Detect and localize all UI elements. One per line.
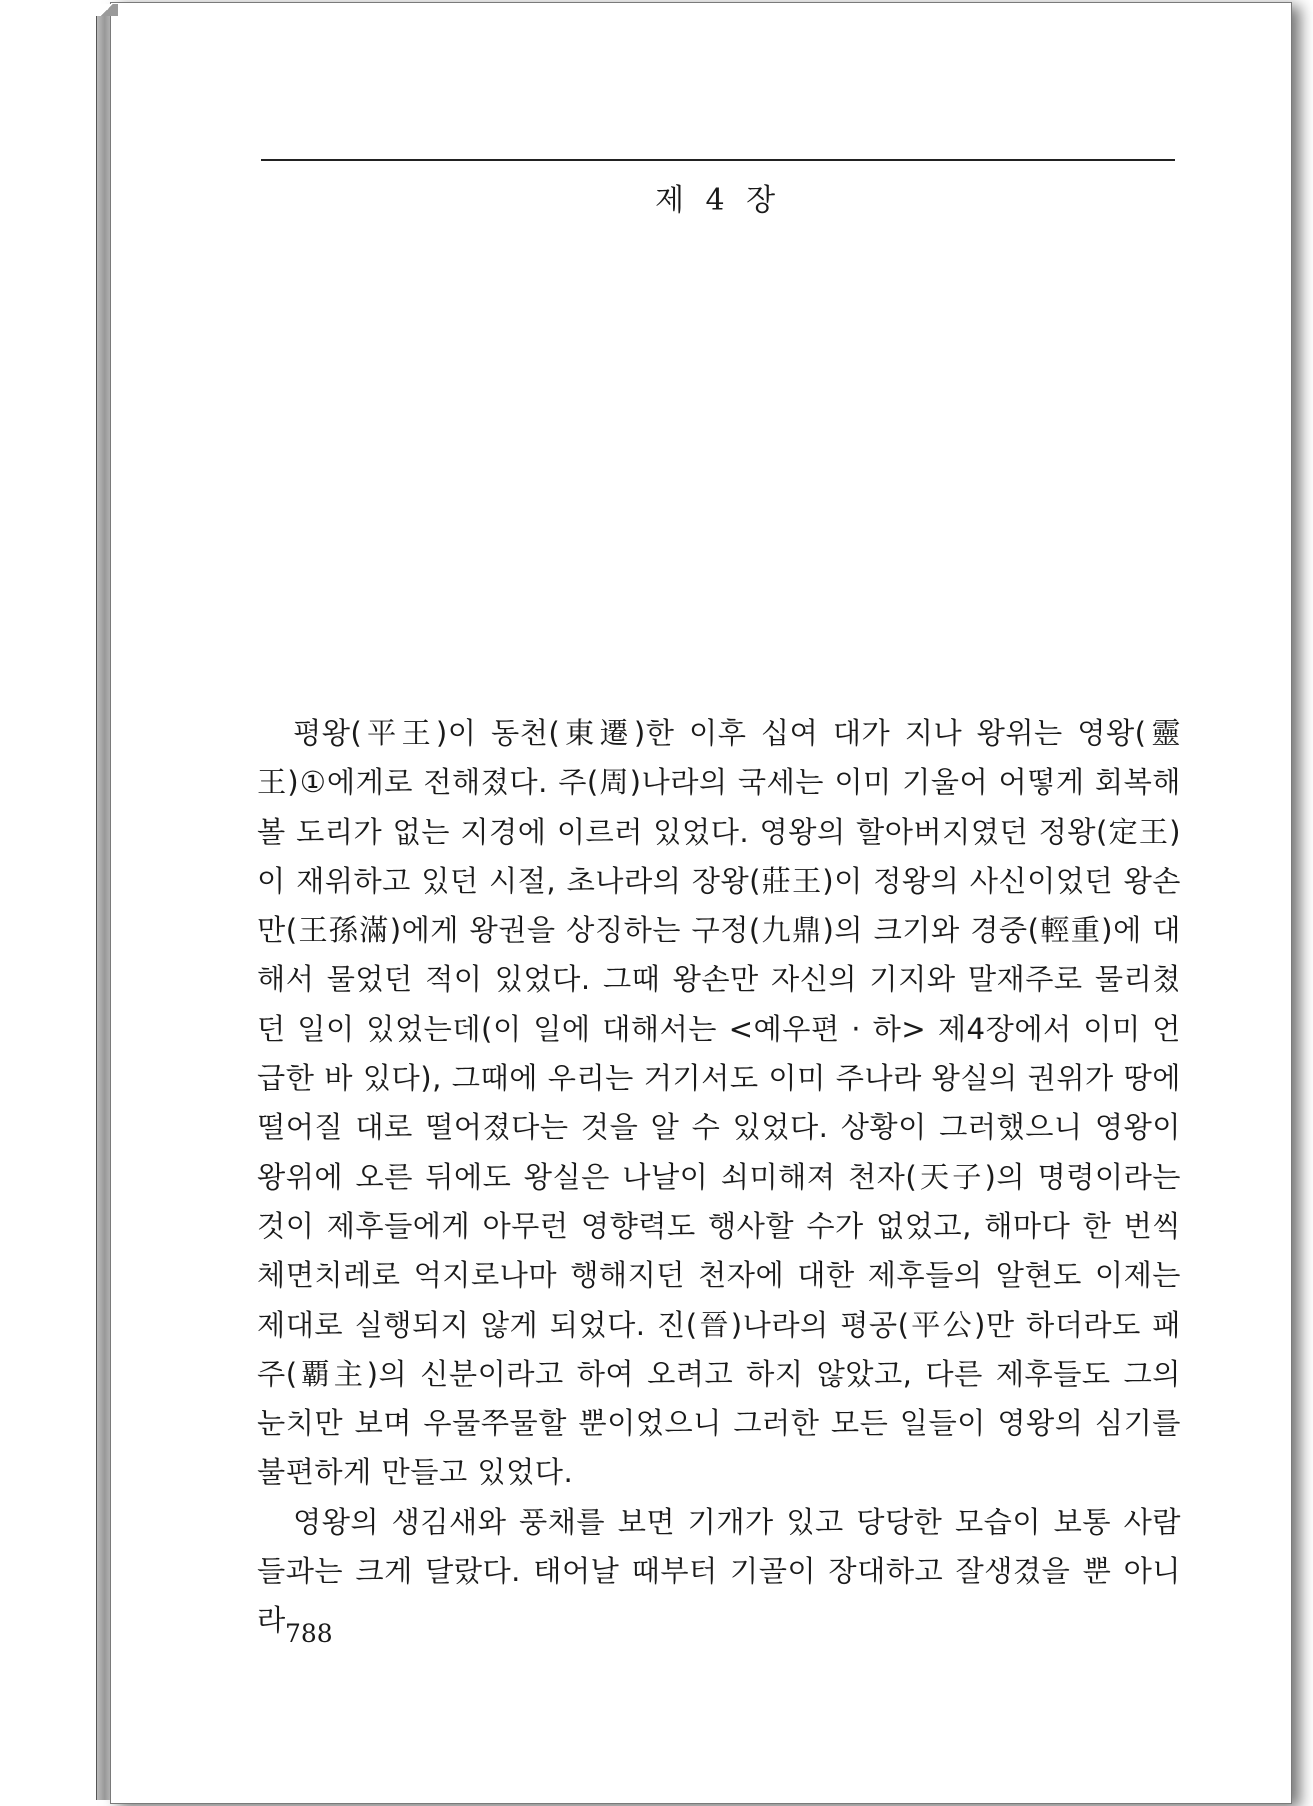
- header-rule: [261, 159, 1175, 161]
- page-number: 788: [285, 1619, 333, 1648]
- body-text: [257, 709, 1181, 1646]
- paragraph-2: 영왕의 생김새와 풍채를 보면 기개가 있고 당당한 모습이 보통 사람들과는 크게 달랐다. 태어날 때부터 기골이 장대하고 잘생겼을 뿐 아니라: [257, 1504, 1181, 1638]
- paragraph-1: 평왕(平王)이 동천(東遷)한 이후 십여 대가 지나 왕위는 영왕(靈王)①에게로 전해졌다. 주(周)나라의 국세는 이미 기울어 어떻게 회복해 볼 도리가 없는 지경에 이르러 있었다. 영왕의 할아버지였던 정왕(定王)이 재위하고 있던 시절, 초나라의 장왕(莊王)이 정왕의 사신이었던 왕손만(王孫滿)에게 왕권을 상징하는 구정(九鼎)의 크기와 경중(輕重)에 대해서 물었던 적이 있었다. 그때 왕손만 자신의 기지와 말재주로 물리쳤던 일이 있었는데(이 일에 대해서는 <예우편 · 하> 제4장에서 이미 언급한 바 있다), 그때에 우리는 거기서도 이미 주나라 왕실의 권위가 땅에 떨어질 대로 떨어졌다는 것을 알 수 있었다. 상황이 그러했으니 영왕이 왕위에 오른 뒤에도 왕실은 나날이 쇠미해져 천자(天子)의 명령이라는 것이 제후들에게 아무런 영향력도 행사할 수가 없었고, 해마다 한 번씩 체면치레로 억지로나마 행해지던 천자에 대한 제후들의 알현도 이제는 제대로 실행되지 않게 되었다. 진(晉)나라의 평공(平公)만 하더라도 패주(覇主)의 신분이라고 하여 오려고 하지 않았고, 다른 제후들도 그의 눈치만 보며 우물쭈물할 뿐이었으니 그러한 모든 일들이 영왕의 심기를 불편하게 만들고 있었다.: [257, 716, 1181, 1490]
- book-page: [110, 2, 1292, 1804]
- corner-fold: [96, 4, 118, 16]
- chapter-heading: 제 4 장: [654, 183, 782, 218]
